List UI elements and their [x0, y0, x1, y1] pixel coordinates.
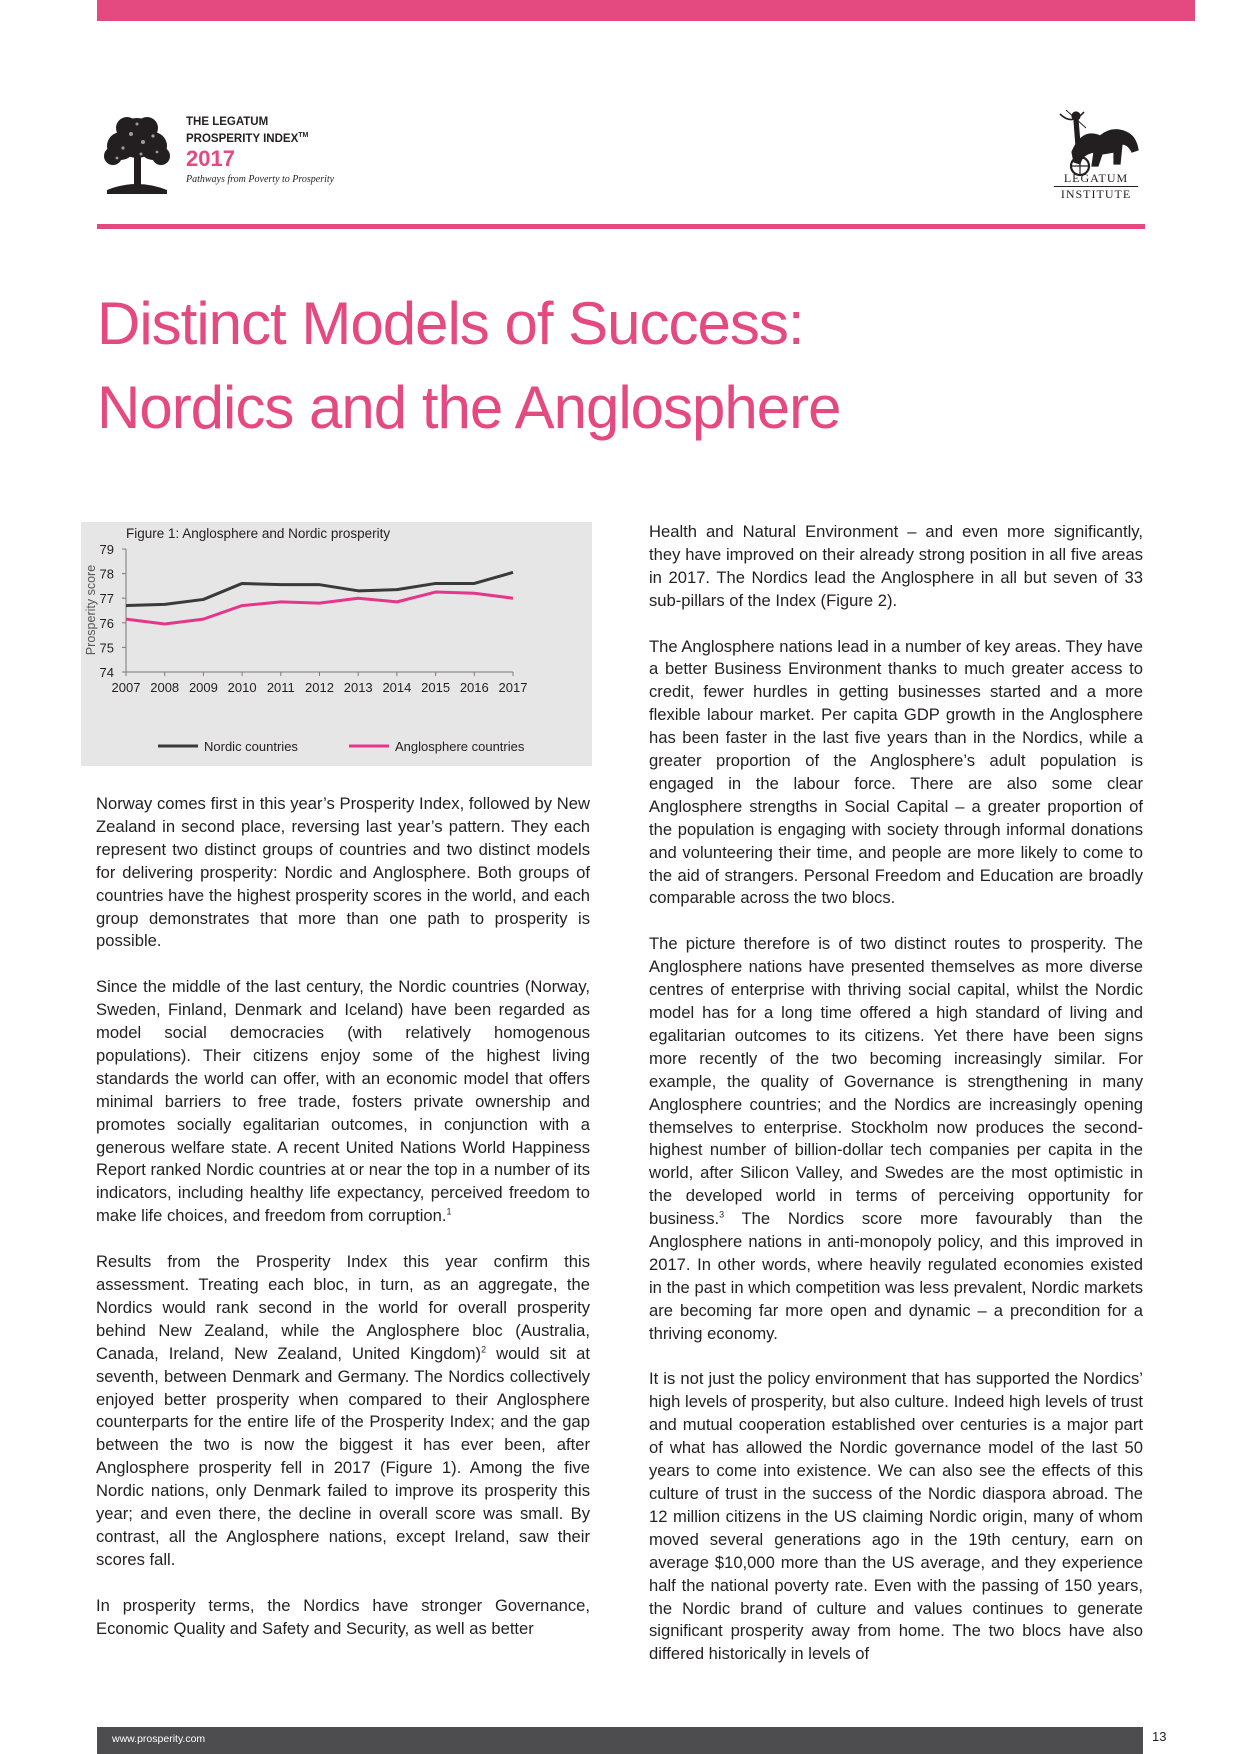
- x-tick-label: 2015: [421, 680, 451, 695]
- body-paragraph: [96, 1251, 590, 1572]
- body-paragraph: [649, 636, 1143, 911]
- series-line-anglosphere: [126, 592, 513, 624]
- institute-wordmark: [1048, 172, 1144, 201]
- y-tick-label: 78: [99, 566, 114, 582]
- x-tick-label: 2008: [150, 680, 180, 695]
- footer-bar: [97, 1727, 1143, 1754]
- tree-logo-icon: [97, 112, 177, 196]
- x-tick-label: 2007: [111, 680, 141, 695]
- paragraph-text: Since the middle of the last century, the Nordic countries (Norway, Sweden, Finland, Denmark and Iceland) have been regarded as model social democracies (with relatively homogenous populations). Their citizens enjoy some of the highest living standards the world can offer, with an economic model that offers minimal barriers to free trade, fosters private ownership and promotes socially egalitarian outcomes, in conjunction with a generous welfare state. A recent United Nations World Happiness Report ranked Nordic countries at or near the top in a number of its indicators, including healthy life expectancy, perceived freedom to make life choices, and freedom from corruption.: [96, 977, 590, 1226]
- institute-name-line1: LEGATUM: [1063, 171, 1129, 185]
- footnote-marker: 2: [481, 1344, 487, 1355]
- x-tick-label: 2012: [305, 680, 334, 695]
- paragraph-text: The picture therefore is of two distinct routes to prosperity. The Anglosphere nations have presented themselves as more diverse centres of enterprise with thriving social capital, whilst the Nordic model has for a long time offered a high standard of living and egalitarian outcomes to its citizens. Yet there have been signs more recently of the two becoming increasingly similar. For example, the quality of Governance is strengthening in many Anglosphere countries; and the Nordics are increasingly opening themselves to enterprise. Stockholm now produces the second-highest number of billion-dollar tech companies per capita in the world, after Silicon Valley, and Swedes are the most optimistic in the developed world in terms of perceiving opportunity for business.: [649, 934, 1143, 1229]
- body-paragraph: [96, 1595, 590, 1641]
- paragraph-text: Norway comes first in this year’s Prosperity Index, followed by New Zealand in second place, reversing last year’s pattern. They each represent two distinct groups of countries and two distinct models for delivering prosperity: Nordic and Anglosphere. Both groups of countries have the highest prosperity scores in the world, and each group demonstrates that more than one path to prosperity is possible.: [96, 794, 590, 951]
- paragraph-text: In prosperity terms, the Nordics have stronger Governance, Economic Quality and Safety and Security, as well as better: [96, 1595, 590, 1638]
- body-paragraph: [96, 793, 590, 953]
- paragraph-text: It is not just the policy environment that has supported the Nordics’ high levels of prosperity, but also culture. Indeed high levels of trust and mutual cooperation established over centuries is a major part of what has allowed the Nordic governance model of the last 50 years to come into existence. We can also see the effects of this culture of trust in the success of the Nordic diaspora abroad. The 12 million citizens in the US claiming Nordic origin, many of whom moved several generations ago in the 19th century, earn on average $10,000 more than the US average, and they experience half the national poverty rate. Even with the passing of 150 years, the Nordic brand of culture and values continues to generate significant prosperity away from home. The two blocs have also differed historically in levels of: [649, 1369, 1143, 1664]
- paragraph-text: Health and Natural Environment – and even more significantly, they have improved on their already strong position in all five areas in 2017. The Nordics lead the Anglosphere in all but seven of 33 sub-pillars of the Index (Figure 2).: [649, 522, 1143, 610]
- y-tick-label: 79: [99, 542, 114, 557]
- header-rule: [97, 224, 1145, 229]
- body-paragraph: [649, 933, 1143, 1345]
- y-tick-label: 76: [99, 615, 114, 631]
- y-tick-label: 75: [99, 640, 114, 656]
- x-tick-label: 2013: [343, 680, 373, 695]
- x-tick-label: 2016: [459, 680, 489, 695]
- x-tick-label: 2010: [227, 680, 257, 695]
- legend-label: Anglosphere countries: [395, 739, 525, 754]
- body-paragraph: [96, 976, 590, 1228]
- institute-name-line2: INSTITUTE: [1060, 187, 1132, 201]
- footnote-marker: 1: [446, 1206, 452, 1217]
- brand-tagline: Pathways from Poverty to Prosperity: [186, 173, 335, 185]
- body-paragraph: [649, 521, 1143, 613]
- paragraph-text: The Nordics score more favourably than the Anglosphere nations in anti-monopoly policy, and this improved in 2017. In other words, where heavily regulated economies existed in the past in which competition was less prevalent, Nordic markets are becoming far more open and dynamic – a precondition for a thriving economy.: [649, 1209, 1143, 1343]
- page-title: [97, 282, 1147, 450]
- brand-name-line1: THE LEGATUM: [186, 116, 269, 128]
- chart-ylabel: Prosperity score: [84, 564, 98, 656]
- footnote-marker: 3: [719, 1209, 725, 1220]
- y-tick-label: 77: [99, 591, 114, 607]
- brand-block: [186, 116, 334, 185]
- body-column-left: [96, 793, 590, 1663]
- chart-title: Figure 1: Anglosphere and Nordic prosperity: [126, 526, 391, 541]
- chart-svg: [81, 522, 592, 766]
- page-title-line2: Nordics and the Anglosphere: [97, 374, 841, 441]
- footer-url: www.prosperity.com: [112, 1733, 206, 1745]
- brand-name-line2: PROSPERITY INDEX™: [186, 132, 309, 145]
- figure-1-chart: [81, 522, 592, 766]
- body-paragraph: [649, 1368, 1143, 1666]
- x-tick-label: 2014: [382, 680, 412, 695]
- paragraph-text: The Anglosphere nations lead in a number of key areas. They have a better Business Environment thanks to much greater access to credit, fewer hurdles in getting businesses started and a more flexible labour market. Per capita GDP growth in the Anglosphere has been faster in the last five years than in the Nordics, while a greater proportion of the Anglosphere’s adult population is engaged in the labour force. There are also some clear Anglosphere strengths in Social Capital – a greater proportion of the population is engaging with society through informal donations and volunteering their time, and people are more likely to come to the aid of strangers. Personal Freedom and Education are broadly comparable across the two blocs.: [649, 636, 1143, 908]
- y-tick-label: 74: [99, 665, 114, 680]
- legend-label: Nordic countries: [204, 739, 298, 754]
- top-accent-bar: [97, 0, 1195, 21]
- body-column-right: [649, 521, 1143, 1689]
- page-title-line1: Distinct Models of Success:: [97, 290, 804, 357]
- brand-year: 2017: [186, 145, 235, 171]
- x-tick-label: 2017: [498, 680, 528, 695]
- paragraph-text: Results from the Prosperity Index this year confirm this assessment. Treating each bloc, in turn, as an aggregate, the Nordics would rank second in the world for overall prosperity behind New Zealand, while the Anglosphere bloc (Australia, Canada, Ireland, New Zealand, United Kingdom): [96, 1252, 590, 1363]
- page-number: 13: [1152, 1729, 1167, 1744]
- series-line-nordic: [126, 572, 513, 605]
- x-tick-label: 2009: [188, 680, 218, 695]
- x-tick-label: 2011: [266, 680, 295, 695]
- paragraph-text: would sit at seventh, between Denmark and Germany. The Nordics collectively enjoyed better prosperity when compared to their Anglosphere counterparts for the entire life of the Prosperity Index; and the gap between the two is now the biggest it has ever been, after Anglosphere prosperity fell in 2017 (Figure 1). Among the five Nordic nations, only Denmark failed to improve its prosperity this year; and even there, the decline in overall score was small. By contrast, all the Anglosphere nations, except Ireland, saw their scores fall.: [96, 1343, 590, 1569]
